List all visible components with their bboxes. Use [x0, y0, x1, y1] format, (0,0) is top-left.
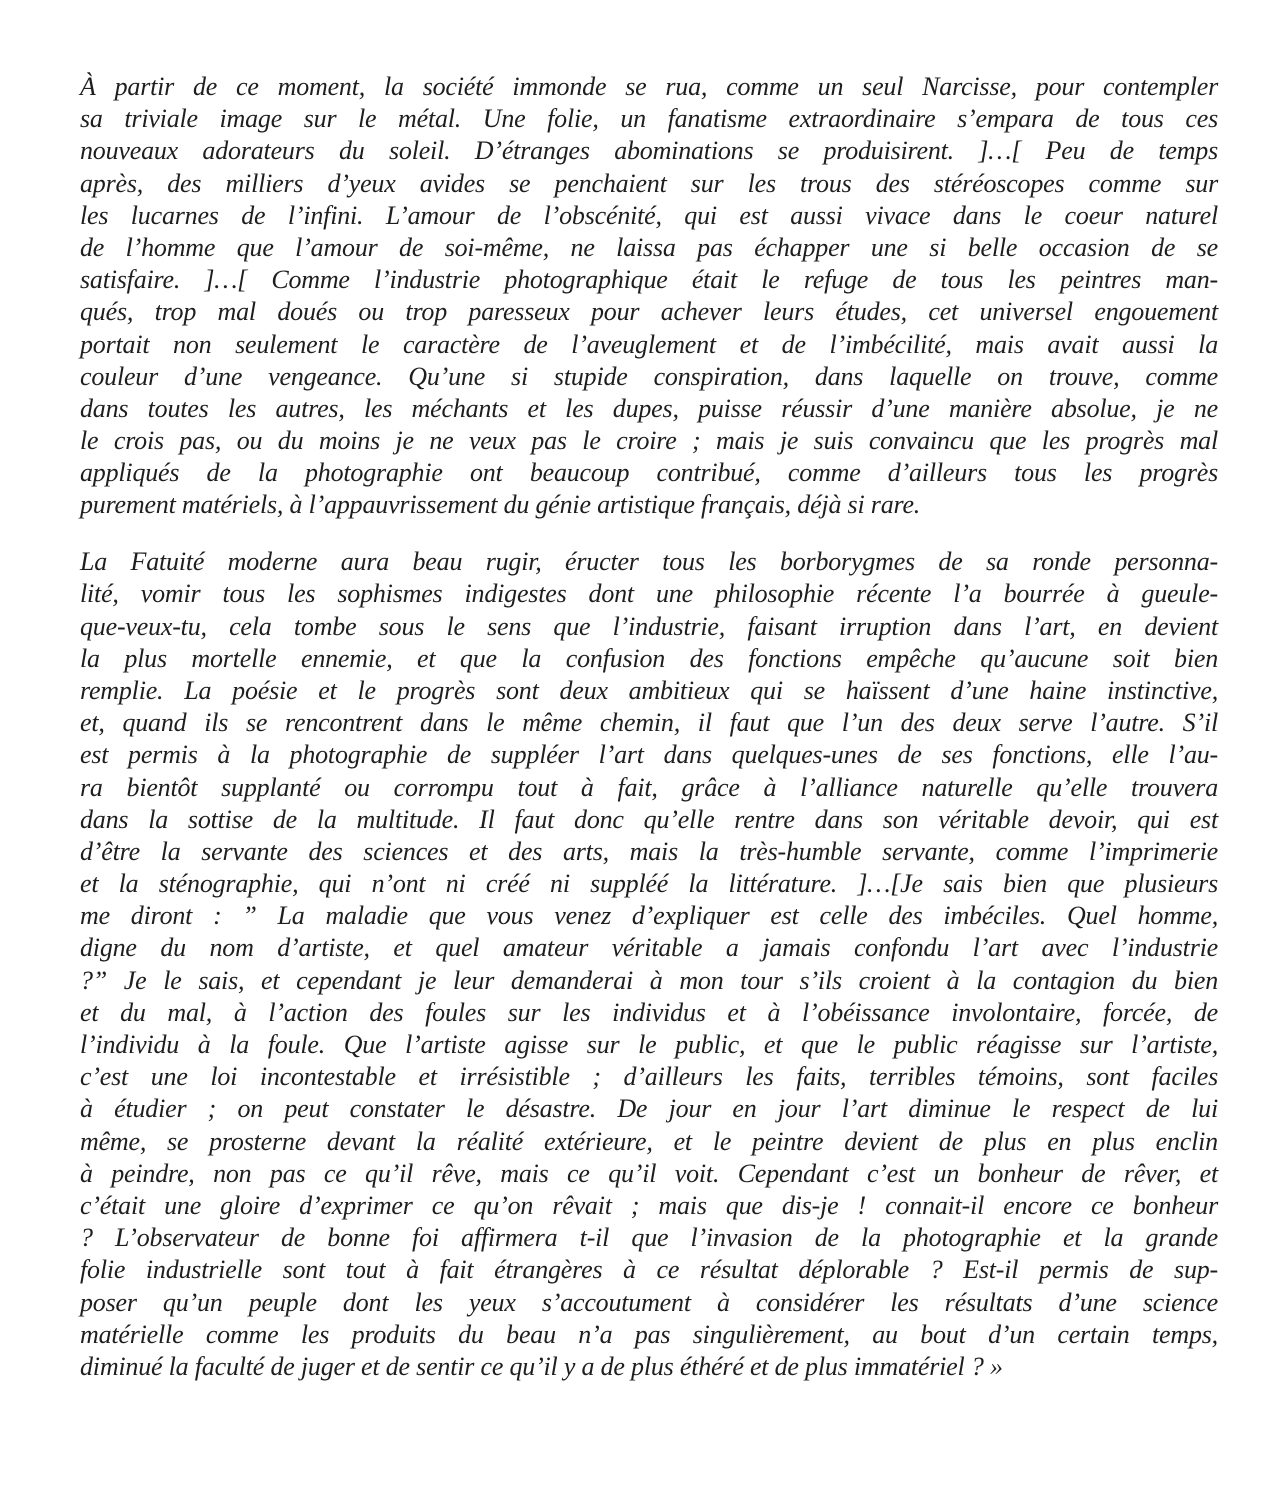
document-page — [80, 71, 1218, 1383]
text-line: me diront : ” La maladie que vous venez d’expliquer est celle des imbéciles. Quel homme, — [80, 901, 1218, 931]
text-line: la plus mortelle ennemie, et que la confusion des fonctions empêche qu’aucune soit bien — [80, 643, 1218, 673]
text-line: dans la sottise de la multitude. Il faut donc qu’elle rentre dans son véritable devoir, qui est — [80, 804, 1218, 834]
text-line: c’était une gloire d’exprimer ce qu’on rêvait ; mais que dis-je ! connait-il encore ce bonheur — [80, 1190, 1218, 1220]
text-line: ? L’observateur de bonne foi affirmera t-il que l’invasion de la photographie et la grande — [80, 1223, 1218, 1253]
text-line: appliqués de la photographie ont beaucoup contribué, comme d’ailleurs tous les progrès — [80, 458, 1218, 488]
text-line: La Fatuité moderne aura beau rugir, éructer tous les borborygmes de sa ronde personna- — [80, 547, 1218, 577]
text-line: couleur d’une vengeance. Qu’une si stupide conspiration, dans laquelle on trouve, comme — [80, 361, 1218, 391]
text-line: même, se prosterne devant la réalité extérieure, et le peintre devient de plus en plus enclin — [80, 1126, 1218, 1156]
text-line: qués, trop mal doués ou trop paresseux pour achever leurs études, cet universel engouement — [80, 297, 1218, 327]
text-line: À partir de ce moment, la société immonde se rua, comme un seul Narcisse, pour contempler — [80, 72, 1218, 101]
text-line: sa triviale image sur le métal. Une folie, un fanatisme extraordinaire s’empara de tous ces — [80, 104, 1218, 134]
text-line: folie industrielle sont tout à fait étrangères à ce résultat déplorable ? Est-il permis de sup- — [80, 1255, 1218, 1285]
text-line: que-veux-tu, cela tombe sous le sens que l’industrie, faisant irruption dans l’art, en devient — [80, 611, 1218, 641]
text-line: d’être la servante des sciences et des arts, mais la très-humble servante, comme l’imprimerie — [80, 836, 1218, 866]
paragraph — [80, 71, 1218, 522]
text-line: ?” Je le sais, et cependant je leur demanderai à mon tour s’ils croient à la contagion du bien — [80, 965, 1218, 995]
text-line: matérielle comme les produits du beau n’a pas singulièrement, au bout d’un certain temps, — [80, 1319, 1218, 1349]
text-line: digne du nom d’artiste, et quel amateur véritable a jamais confondu l’art avec l’industrie — [80, 933, 1218, 963]
text-line: diminué la faculté de juger et de sentir ce qu’il y a de plus éthéré et de plus immatériel ? » — [80, 1351, 1003, 1381]
paragraph — [80, 546, 1218, 1383]
paragraph-gap — [80, 522, 1218, 547]
text-line: est permis à la photographie de suppléer l’art dans quelques-unes de ses fonctions, elle l’au- — [80, 740, 1218, 770]
text-line: et du mal, à l’action des foules sur les individus et à l’obéissance involontaire, forcée, de — [80, 997, 1218, 1027]
text-line: nouveaux adorateurs du soleil. D’étranges abominations se produisirent. ]…[ Peu de temps — [80, 136, 1218, 166]
text-line: poser qu’un peuple dont les yeux s’accoutument à considérer les résultats d’une science — [80, 1287, 1218, 1317]
text-line: et la sténographie, qui n’ont ni créé ni suppléé la littérature. ]…[Je sais bien que plusieurs — [80, 869, 1218, 899]
text-line: satisfaire. ]…[ Comme l’industrie photographique était le refuge de tous les peintres man- — [80, 265, 1218, 295]
text-line: lité, vomir tous les sophismes indigestes dont une philosophie récente l’a bourrée à gueule- — [80, 579, 1218, 609]
text-line: les lucarnes de l’infini. L’amour de l’obscénité, qui est aussi vivace dans le coeur naturel — [80, 200, 1218, 230]
text-line: à peindre, non pas ce qu’il rêve, mais ce qu’il voit. Cependant c’est un bonheur de rêver, et — [80, 1158, 1218, 1188]
text-line: ra bientôt supplanté ou corrompu tout à fait, grâce à l’alliance naturelle qu’elle trouvera — [80, 772, 1218, 802]
text-line: dans toutes les autres, les méchants et les dupes, puisse réussir d’une manière absolue, je ne — [80, 393, 1218, 423]
text-line: à étudier ; on peut constater le désastre. De jour en jour l’art diminue le respect de lui — [80, 1094, 1218, 1124]
text-line: de l’homme que l’amour de soi-même, ne laissa pas échapper une si belle occasion de se — [80, 232, 1218, 262]
text-line: et, quand ils se rencontrent dans le même chemin, il faut que l’un des deux serve l’autre. S’il — [80, 708, 1218, 738]
text-line: portait non seulement le caractère de l’aveuglement et de l’imbécilité, mais avait aussi la — [80, 329, 1218, 359]
text-line: remplie. La poésie et le progrès sont deux ambitieux qui se haïssent d’une haine instinctive, — [80, 675, 1218, 705]
text-line: c’est une loi incontestable et irrésistible ; d’ailleurs les faits, terribles témoins, sont faciles — [80, 1062, 1218, 1092]
text-line: purement matériels, à l’appauvrissement du génie artistique français, déjà si rare. — [80, 490, 921, 520]
text-line: après, des milliers d’yeux avides se penchaient sur les trous des stéréoscopes comme sur — [80, 168, 1218, 198]
text-line: l’individu à la foule. Que l’artiste agisse sur le public, et que le public réagisse sur l’artiste, — [80, 1030, 1218, 1060]
text-line: le crois pas, ou du moins je ne veux pas le croire ; mais je suis convaincu que les progrès mal — [80, 426, 1218, 456]
